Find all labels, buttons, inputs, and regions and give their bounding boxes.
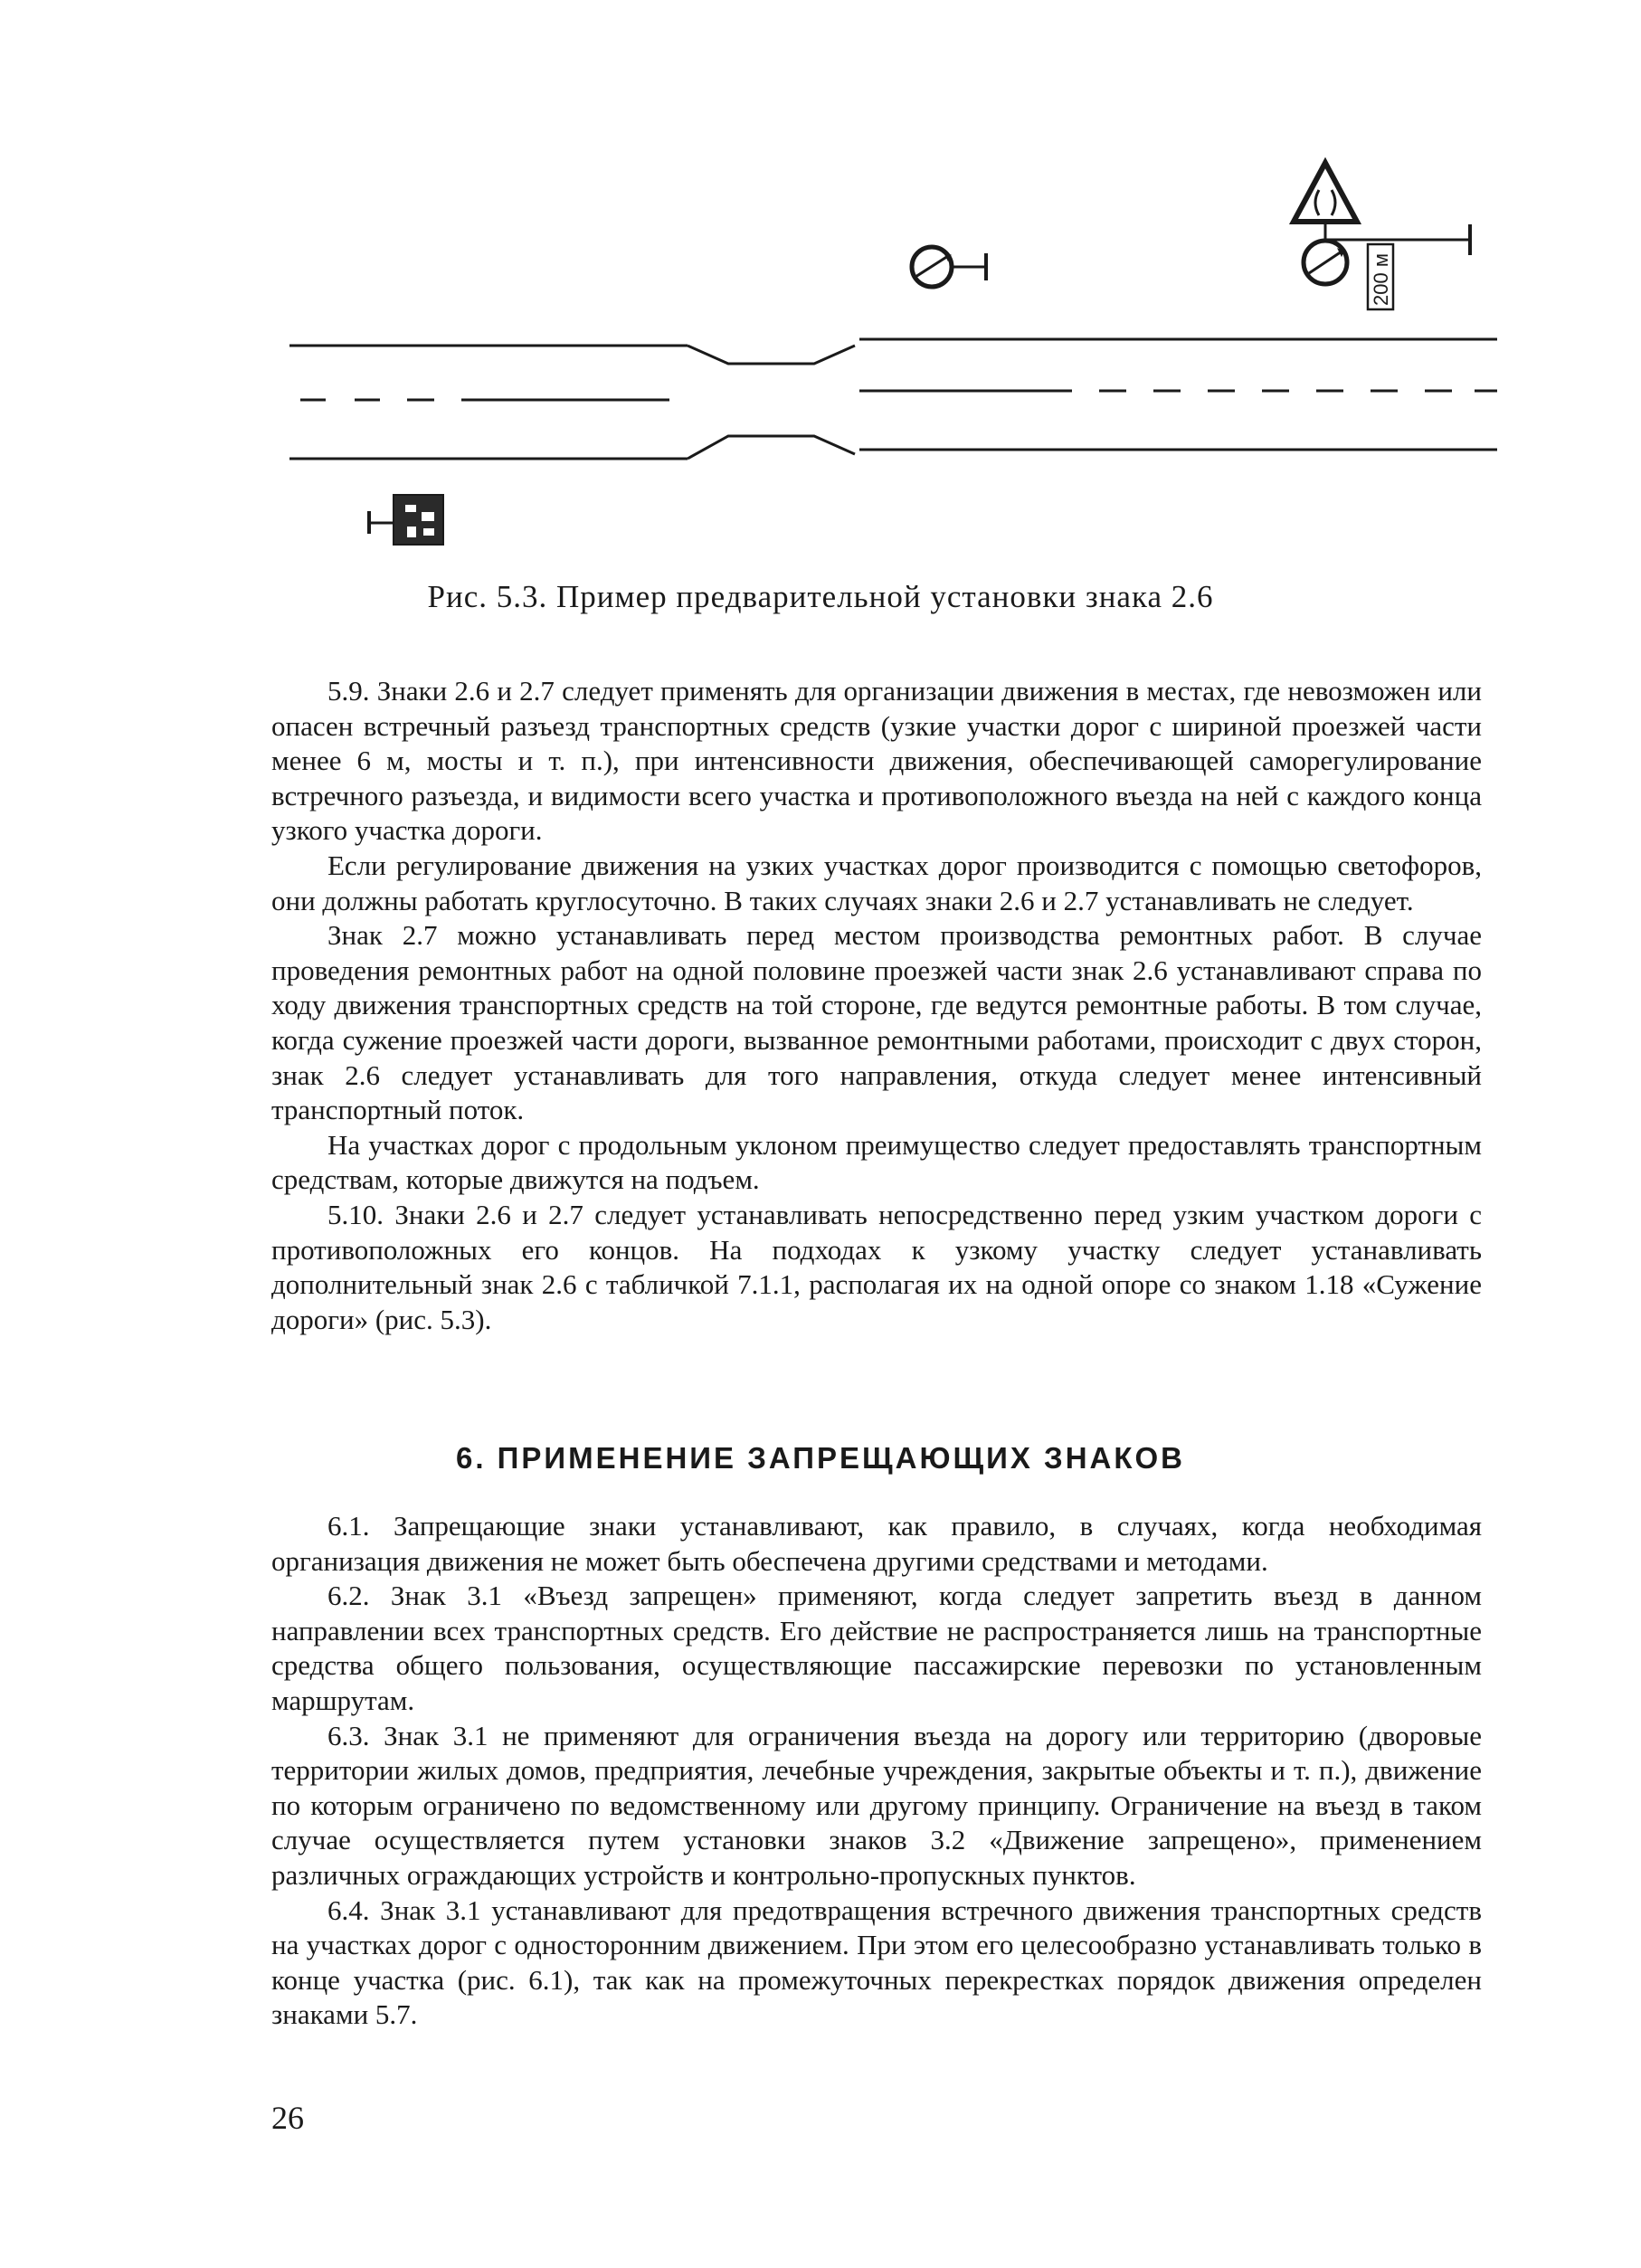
paragraph-repair-works: Знак 2.7 можно устанавливать перед местом производства ремонтных работ. В случае проведения ремонтных работ на одной половине проезжей части знак 2.6 устанавливают справа по ходу движения транспортных средств на той стороне, где ведутся ремонтные работы. В том случае, когда сужение проезжей части дороги, вызванное ремонтными работами, происходит с двух сторон, знак 2.6 следует устанавливать для того направления, откуда следует менее интенсивный транспортный поток. <box>271 919 1482 1126</box>
distance-plate-text: 200 м <box>1370 253 1392 306</box>
figure-5-3 <box>271 154 1538 570</box>
paragraph-6-1: 6.1. Запрещающие знаки устанавливают, как правило, в случаях, когда необходимая организация движения не может быть обеспечена другими средствами и методами. <box>271 1510 1482 1577</box>
paragraph-5-10: 5.10. Знаки 2.6 и 2.7 следует устанавливать непосредственно перед узким участком дороги с противоположных его концов. На подходах к узкому участку следует устанавливать дополнительный знак 2.6 с табличкой 7.1.1, располагая их на одной опоре со знаком 1.18 «Сужение дороги» (рис. 5.3). <box>271 1198 1482 1335</box>
paragraph-traffic-lights: Если регулирование движения на узких участках дорог производится с помощью светофоров, они должны работать круглосуточно. В таких случаях знаки 2.6 и 2.7 устанавливать не следует. <box>271 849 1482 916</box>
paragraph-5-9: 5.9. Знаки 2.6 и 2.7 следует применять для организации движения в местах, где невозможен или опасен встречный разъезд транспортных средств (узкие участки дорог с шириной проезжей части менее 6 м, мосты и т. п.), при интенсивности движения, обеспечивающей саморегулирование встречного разъезда, и видимости всего участка и противоположного въезда на ней с каждого конца узкого участка дороги. <box>271 675 1482 847</box>
paragraph-slope: На участках дорог с продольным уклоном преимущество следует предоставлять транспортным средствам, которые движутся на подъем. <box>271 1128 1482 1196</box>
advance-sign-group <box>1294 163 1470 309</box>
figure-caption: Рис. 5.3. Пример предварительной установки знака 2.6 <box>427 579 1214 614</box>
road-narrowing-bottom <box>688 436 855 459</box>
paragraph-6-3: 6.3. Знак 3.1 не применяют для ограничения въезда на дорогу или территорию (дворовые территории жилых домов, предприятия, лечебные учреждения, закрытые объекты и т. п.), движение по которым ограничено по ведомственному или другому принципу. Ограничение на въезд в таком случае осуществляется путем установки знаков 3.2 «Движение запрещено», применением различных ограждающих устройств и контрольно-пропускных пунктов. <box>271 1719 1482 1891</box>
sign-2-6-at-narrowing <box>912 247 986 287</box>
page-number: 26 <box>271 2100 304 2136</box>
road-narrowing-diagram <box>271 154 1538 570</box>
road-narrowing-top <box>688 346 855 364</box>
section-6-text <box>271 1509 1482 2033</box>
section-6-heading: 6. ПРИМЕНЕНИЕ ЗАПРЕЩАЮЩИХ ЗНАКОВ <box>455 1441 1185 1475</box>
sign-2-7-at-narrowing <box>369 495 443 545</box>
road-center-line <box>300 391 1497 400</box>
sign-1-18-triangle <box>1294 163 1357 222</box>
section-5-text <box>271 674 1482 1337</box>
paragraph-6-2: 6.2. Знак 3.1 «Въезд запрещен» применяют, когда следует запретить въезд в данном направлении всех транспортных средств. Его действие не распространяется лишь на транспортные средства общего пользования, осуществляющие пассажирские перевозки по установленным маршрутам. <box>271 1580 1482 1716</box>
paragraph-6-4: 6.4. Знак 3.1 устанавливают для предотвращения встречного движения транспортных средств на участках дорог с односторонним движением. При этом его целесообразно устанавливать только в конце участка (рис. 6.1), так как на промежуточных перекрестках порядок движения определен знаками 5.7. <box>271 1893 1482 2031</box>
